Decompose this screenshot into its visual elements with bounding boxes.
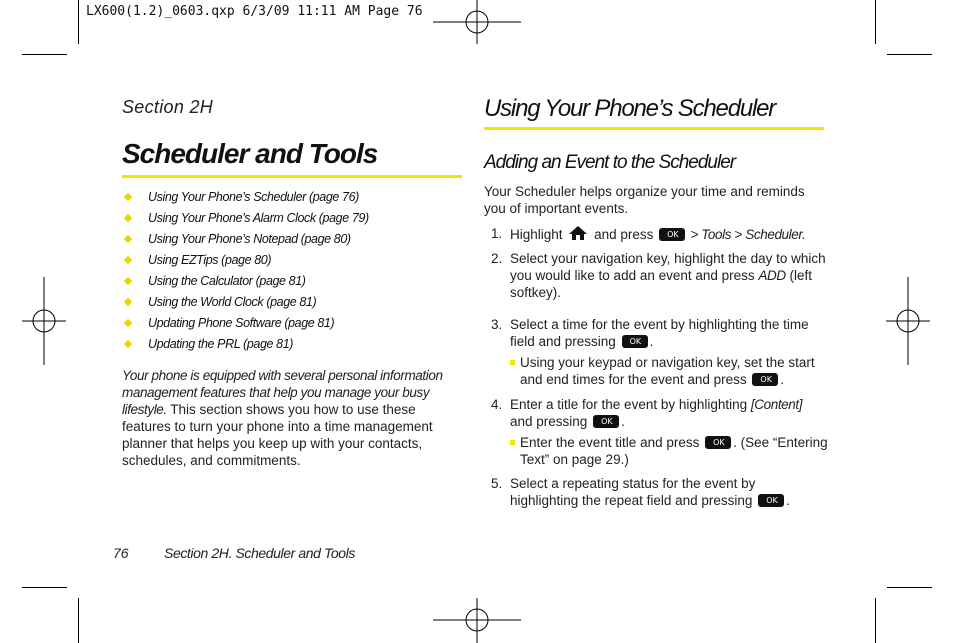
home-icon (568, 225, 588, 241)
step-2: 2. Select your navigation key, highlight the day to which you would like to add an event and press ADD (left softkey). (491, 251, 826, 300)
square-bullet-icon (510, 440, 515, 445)
diamond-bullet-icon (124, 193, 132, 201)
step-5: 5. Select a repeating status for the event by highlighting the repeat field and pressing OK . (491, 475, 836, 511)
menu-ok-key-icon (705, 436, 731, 449)
menu-ok-key-icon (659, 228, 685, 241)
diamond-bullet-icon (124, 319, 132, 327)
menu-ok-key-icon (758, 494, 784, 507)
toc-item[interactable]: Using Your Phone’s Notepad (page 80) (122, 229, 462, 250)
page-title: Using Your Phone’s Scheduler (484, 95, 776, 122)
diamond-bullet-icon (124, 235, 132, 243)
step-1: 1. Highlight and press OK > Tools > Scheduler. (491, 225, 836, 245)
toc-item[interactable]: Using the Calculator (page 81) (122, 271, 462, 292)
toc-item[interactable]: Using Your Phone’s Alarm Clock (page 79) (122, 208, 462, 229)
toc-item[interactable]: Using EZTips (page 80) (122, 250, 462, 271)
toc-item[interactable]: Updating Phone Software (page 81) (122, 313, 462, 334)
toc-item[interactable]: Using Your Phone’s Scheduler (page 76) (122, 187, 462, 208)
page-number: 76 (113, 545, 129, 561)
step-3-bullet: Using your keypad or navigation key, set the start and end times for the event and press OK . (510, 354, 830, 388)
step-4-bullet: Enter the event title and press OK . (See “Entering Text” on page 29.) (510, 434, 830, 468)
menu-ok-key-icon (752, 373, 778, 386)
lead-paragraph: Your Scheduler helps organize your time and reminds you of important events. (484, 184, 805, 216)
running-head: Section 2H. Scheduler and Tools (164, 545, 355, 561)
page-title-rule (484, 127, 824, 130)
diamond-bullet-icon (124, 298, 132, 306)
section-label: Section 2H (122, 97, 214, 117)
step-3: 3. Select a time for the event by highlighting the time field and pressing OK . (491, 316, 836, 352)
diamond-bullet-icon (124, 340, 132, 348)
menu-ok-key-icon (622, 335, 648, 348)
subsection-title: Adding an Event to the Scheduler (484, 152, 736, 173)
diamond-bullet-icon (124, 214, 132, 222)
square-bullet-icon (510, 360, 515, 365)
menu-ok-key-icon (593, 415, 619, 428)
intro-paragraph: Your phone is equipped with several personal information management features that help you manage your busy lifestyle. This section shows you how to use these features to turn your phone into a time management planner that helps you keep up with your contacts, schedules, and commitments. (122, 368, 443, 468)
print-slug: LX600(1.2)_0603.qxp 6/3/09 11:11 AM Page 76 (86, 4, 423, 19)
step-4: 4. Enter a title for the event by highlighting [Content] and pressing OK . (491, 396, 836, 432)
toc-item[interactable]: Using the World Clock (page 81) (122, 292, 462, 313)
diamond-bullet-icon (124, 277, 132, 285)
chapter-title: Scheduler and Tools (122, 138, 378, 169)
diamond-bullet-icon (124, 256, 132, 264)
toc-item[interactable]: Updating the PRL (page 81) (122, 334, 462, 355)
toc-list (122, 187, 462, 355)
title-rule (122, 175, 462, 178)
